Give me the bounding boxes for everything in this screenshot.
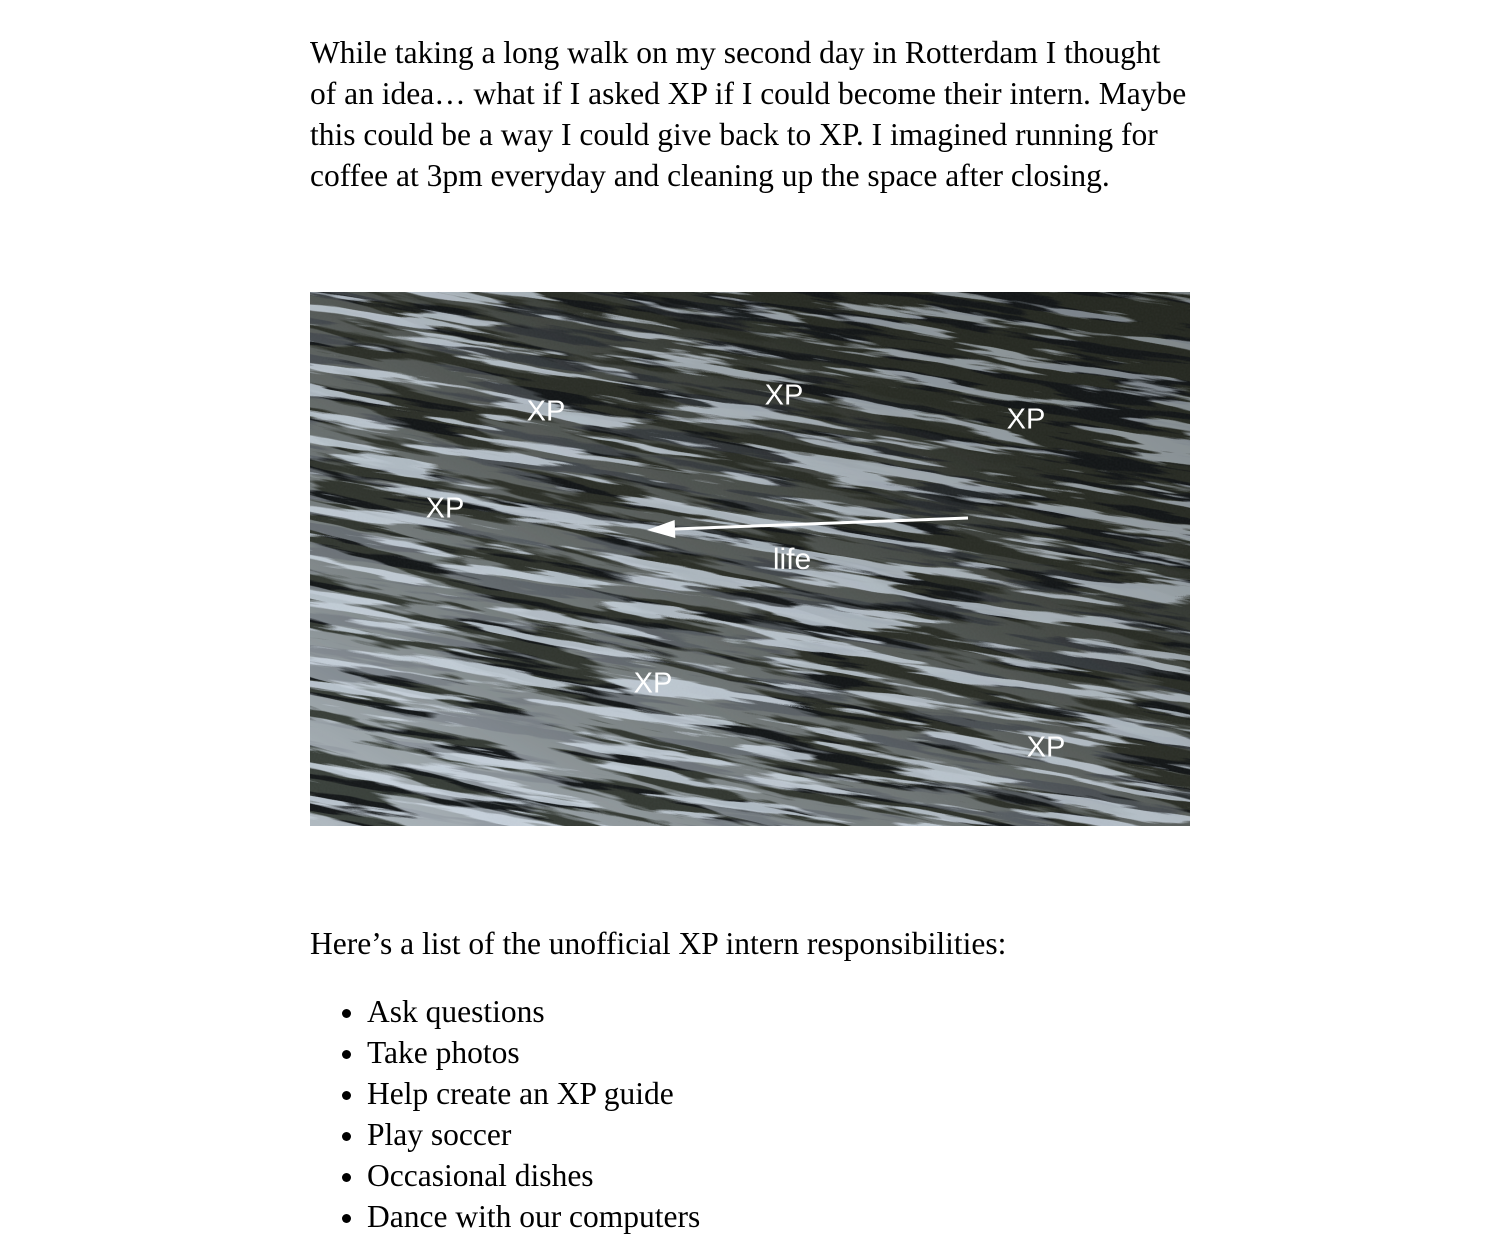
intro-paragraph: While taking a long walk on my second day in Rotterdam I thought of an idea… what if I asked XP if I could become their intern. Maybe this could be a way I could give back to XP. I imagined running for coffee at 3pm everyday and cleaning up the space after closing. <box>310 35 1187 193</box>
water-photo <box>310 292 1190 826</box>
list-heading: Here’s a list of the unofficial XP intern responsibilities: <box>310 926 1007 961</box>
list-item: • Occasional dishes <box>367 1155 1190 1196</box>
list-item: • Play soccer <box>367 1114 1190 1155</box>
photo-label-xp: XP <box>1006 403 1046 436</box>
photo-label-xp: XP <box>526 395 566 428</box>
photo-label-xp: XP <box>1026 731 1066 764</box>
list-item: • Help create an XP guide <box>367 1073 1190 1114</box>
photo-label-xp: XP <box>425 492 465 525</box>
article-content <box>310 0 1190 1237</box>
list-item: • Ask questions <box>367 991 1190 1032</box>
responsibilities-list <box>310 991 1190 1237</box>
photo-label-xp: XP <box>764 379 804 412</box>
list-item: • Dance with our computers <box>367 1196 1190 1237</box>
list-item: • Take photos <box>367 1032 1190 1073</box>
photo-label-xp: XP <box>633 667 673 700</box>
arrow-label-life: life <box>772 543 812 576</box>
